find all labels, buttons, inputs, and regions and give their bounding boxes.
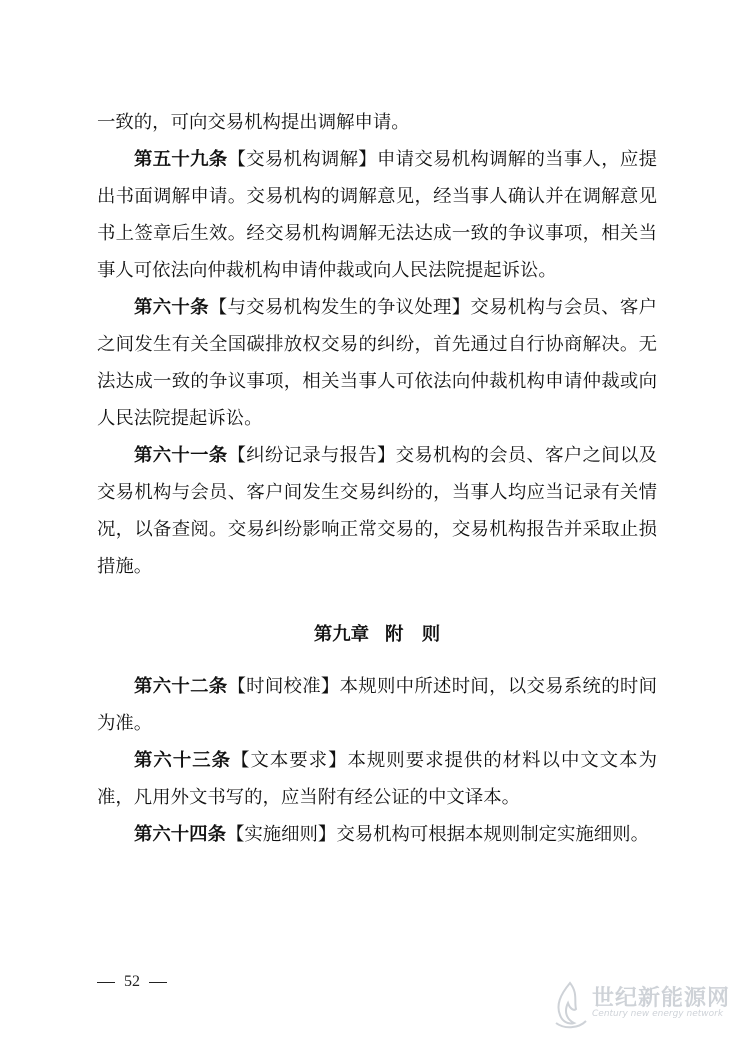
article-number: 第六十一条 <box>134 445 228 466</box>
section-after-chapter <box>97 668 657 853</box>
article-number: 第六十条 <box>134 297 209 318</box>
dash-right <box>149 982 167 983</box>
watermark-name: 世纪新能源网 <box>592 986 731 1011</box>
article-body: 【文本要求】本规则要求提供的材料以中文文本为准，凡用外文书写的，应当附有经公证的中文译本。 <box>97 750 657 808</box>
watermark <box>540 975 740 1035</box>
article-61 <box>97 437 657 585</box>
section-before-chapter <box>97 104 657 585</box>
paragraph-body: 一致的，可向交易机构提出调解申请。 <box>97 112 410 133</box>
article-63 <box>97 742 657 816</box>
article-body: 【纠纷记录与报告】交易机构的会员、客户之间以及交易机构与会员、客户间发生交易纠纷的，当事人均应当记录有关情况，以备查阅。交易纠纷影响正常交易的，交易机构报告并采取止损措施。 <box>97 445 657 577</box>
article-59 <box>97 141 657 289</box>
paragraph-continuation <box>97 104 657 141</box>
article-64 <box>97 816 657 853</box>
chapter-number: 第九章 <box>313 624 369 645</box>
article-number: 第六十三条 <box>134 750 232 771</box>
article-body: 【交易机构调解】申请交易机构调解的当事人，应提出书面调解申请。交易机构的调解意见，经当事人确认并在调解意见书上签章后生效。经交易机构调解无法达成一致的争议事项，相关当事人可依法向仲裁机构申请仲裁或向人民法院提起诉讼。 <box>97 149 657 281</box>
article-number: 第五十九条 <box>134 149 228 170</box>
article-number: 第六十二条 <box>134 676 228 697</box>
chapter-heading <box>97 616 657 653</box>
dash-left <box>97 982 115 983</box>
article-62 <box>97 668 657 742</box>
article-60 <box>97 289 657 437</box>
article-number: 第六十四条 <box>134 824 226 845</box>
watermark-tagline: Century new energy network <box>592 1009 724 1019</box>
article-body: 【实施细则】交易机构可根据本规则制定实施细则。 <box>225 824 649 845</box>
page-number: 52 <box>124 973 140 990</box>
chapter-title: 附 则 <box>385 624 441 645</box>
article-body: 【时间校准】本规则中所述时间，以交易系统的时间为准。 <box>97 676 657 734</box>
article-body: 【与交易机构发生的争议处理】交易机构与会员、客户之间发生有关全国碳排放权交易的纠纷，首先通过自行协商解决。无法达成一致的争议事项，相关当事人可依法向仲裁机构申请仲裁或向人民法院提起诉讼。 <box>97 297 657 429</box>
page-footer <box>97 973 176 991</box>
flame-logo-icon <box>548 979 592 1031</box>
